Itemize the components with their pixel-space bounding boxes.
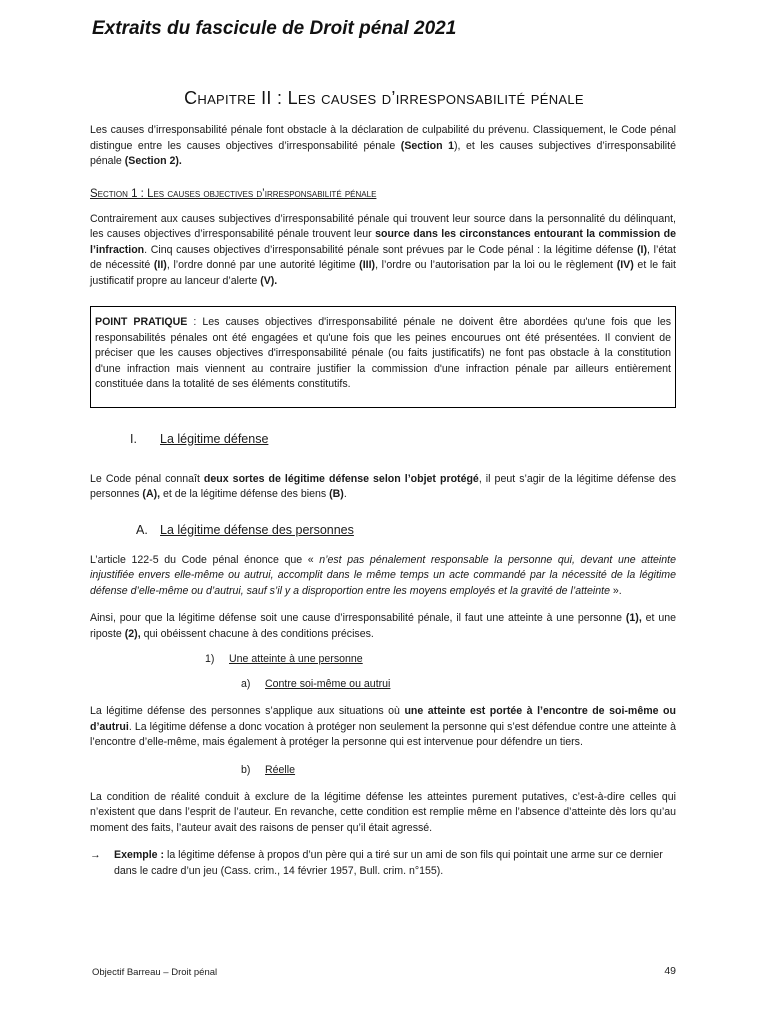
criterion-title-b: Réelle (265, 763, 296, 776)
point-pratique-text: POINT PRATIQUE : Les causes objectives d'irresponsabilité pénale ne doivent être abordées qu'une fois que les responsabilités pénales ont été engagées et qu'une fois que les peines encourues ont été présentées. Il convient de préciser que les causes objectives d'irresponsabilité pénale (ou faits justificatifs) ne font pas obstacle à la constitution d'une infraction mais viennent au contraire justifier la commission d'une infraction pénale par ailleurs entièrement constituée dans la totalité de ses éléments constitutifs. (95, 316, 672, 390)
condition-number: 1) (205, 653, 215, 665)
criterion-heading-b (241, 763, 676, 778)
subpart-heading (136, 523, 676, 537)
chapter-title: Chapitre II : Les causes d’irresponsabilité pénale (184, 88, 584, 108)
intro-paragraph: Les causes d’irresponsabilité pénale font obstacle à la déclaration de culpabilité du prévenu. Classiquement, le Code pénal distingue entre les causes objectives d’irresponsabilité pénale (Section 1), et les causes subjectives d’irresponsabilité pénale (Section 2). (90, 124, 676, 167)
page-content (90, 123, 676, 879)
document-header-title: Extraits du fascicule de Droit pénal 2021 (92, 18, 457, 39)
criterion-letter-a: a) (241, 678, 251, 690)
criterion-a-paragraph: La légitime défense des personnes s’applique aux situations où une atteinte est portée à l’encontre de soi-même ou d’autrui. La légitime défense a donc vocation à protéger non seulement la personne qui s’est défendue contre une atteinte à l’encontre d’elle-même, mais également à protéger la personne qui est intervenue pour défendre un tiers. (90, 705, 676, 748)
criterion-title-a: Contre soi-même ou autrui (265, 678, 391, 690)
example-block (90, 848, 676, 879)
arrow-right-icon: → (90, 849, 101, 861)
subpart-letter: A. (136, 522, 148, 537)
example-label: Exemple : (114, 849, 165, 861)
example-text: Exemple : la légitime défense à propos d’un père qui a tiré sur un ami de son fils qui pointait une arme sur ce dernier dans le cadre d’un jeu (Cass. crim., 14 février 1957, Bull. crim. n°155). (114, 849, 663, 877)
part-intro-paragraph: Le Code pénal connaît deux sortes de légitime défense selon l’objet protégé, il peut s’agir de la légitime défense des personnes (A), et de la légitime défense des biens (B). (90, 472, 676, 500)
footer-label: Objectif Barreau – Droit pénal (92, 967, 218, 978)
section-paragraph: Contrairement aux causes subjectives d’irresponsabilité pénale qui trouvent leur source dans la personnalité du délinquant, les causes objectives d’irresponsabilité pénale trouvent leur source dans les circonstances entourant la commission de l’infraction. Cinq causes objectives d’irresponsabilité pénale sont prévues par le Code pénal : la légitime défense (I), l’état de nécessité (II), l’ordre donné par une autorité légitime (III), l’ordre ou l’autorisation par la loi ou le règlement (IV) et le fait justificatif propre au lanceur d’alerte (V). (90, 212, 676, 287)
condition-heading (205, 652, 676, 667)
criterion-heading-a (241, 677, 676, 692)
condition-title: Une atteinte à une personne (229, 653, 363, 665)
part-heading (130, 432, 676, 446)
point-pratique-label: POINT PRATIQUE (95, 316, 188, 328)
point-pratique-box (90, 306, 676, 408)
criterion-letter-b: b) (241, 763, 251, 776)
article-quote-paragraph: L’article 122-5 du Code pénal énonce que « n’est pas pénalement responsable la personne qui, devant une atteinte injustifiée envers elle-même ou autrui, accomplit dans le même temps un acte commandé par la nécessité de la légitime défense d’elle-même ou d’autrui, sauf s’il y a disproportion entre les moyens employés et la gravité de l’atteinte ». (90, 553, 677, 597)
part-title: La légitime défense (160, 431, 269, 446)
conditions-paragraph: Ainsi, pour que la légitime défense soit une cause d’irresponsabilité pénale, il faut une atteinte à une personne (1), et une riposte (2), qui obéissent chacune à des conditions précises. (90, 612, 676, 640)
criterion-b-paragraph: La condition de réalité conduit à exclure de la légitime défense les atteintes purement putatives, c’est-à-dire celles qui n’existent que dans l’esprit de l’auteur. En revanche, cette condition est remplie même en l’absence d’atteinte dès lors qu’au moment des faits, l’auteur avait des raisons de penser qu’il était agressé. (90, 790, 676, 834)
subpart-title: La légitime défense des personnes (160, 522, 354, 537)
page-number: 49 (664, 965, 676, 977)
section-title: Section 1 : Les causes objectives d’irresponsabilité pénale (90, 187, 377, 200)
part-number: I. (130, 431, 137, 446)
